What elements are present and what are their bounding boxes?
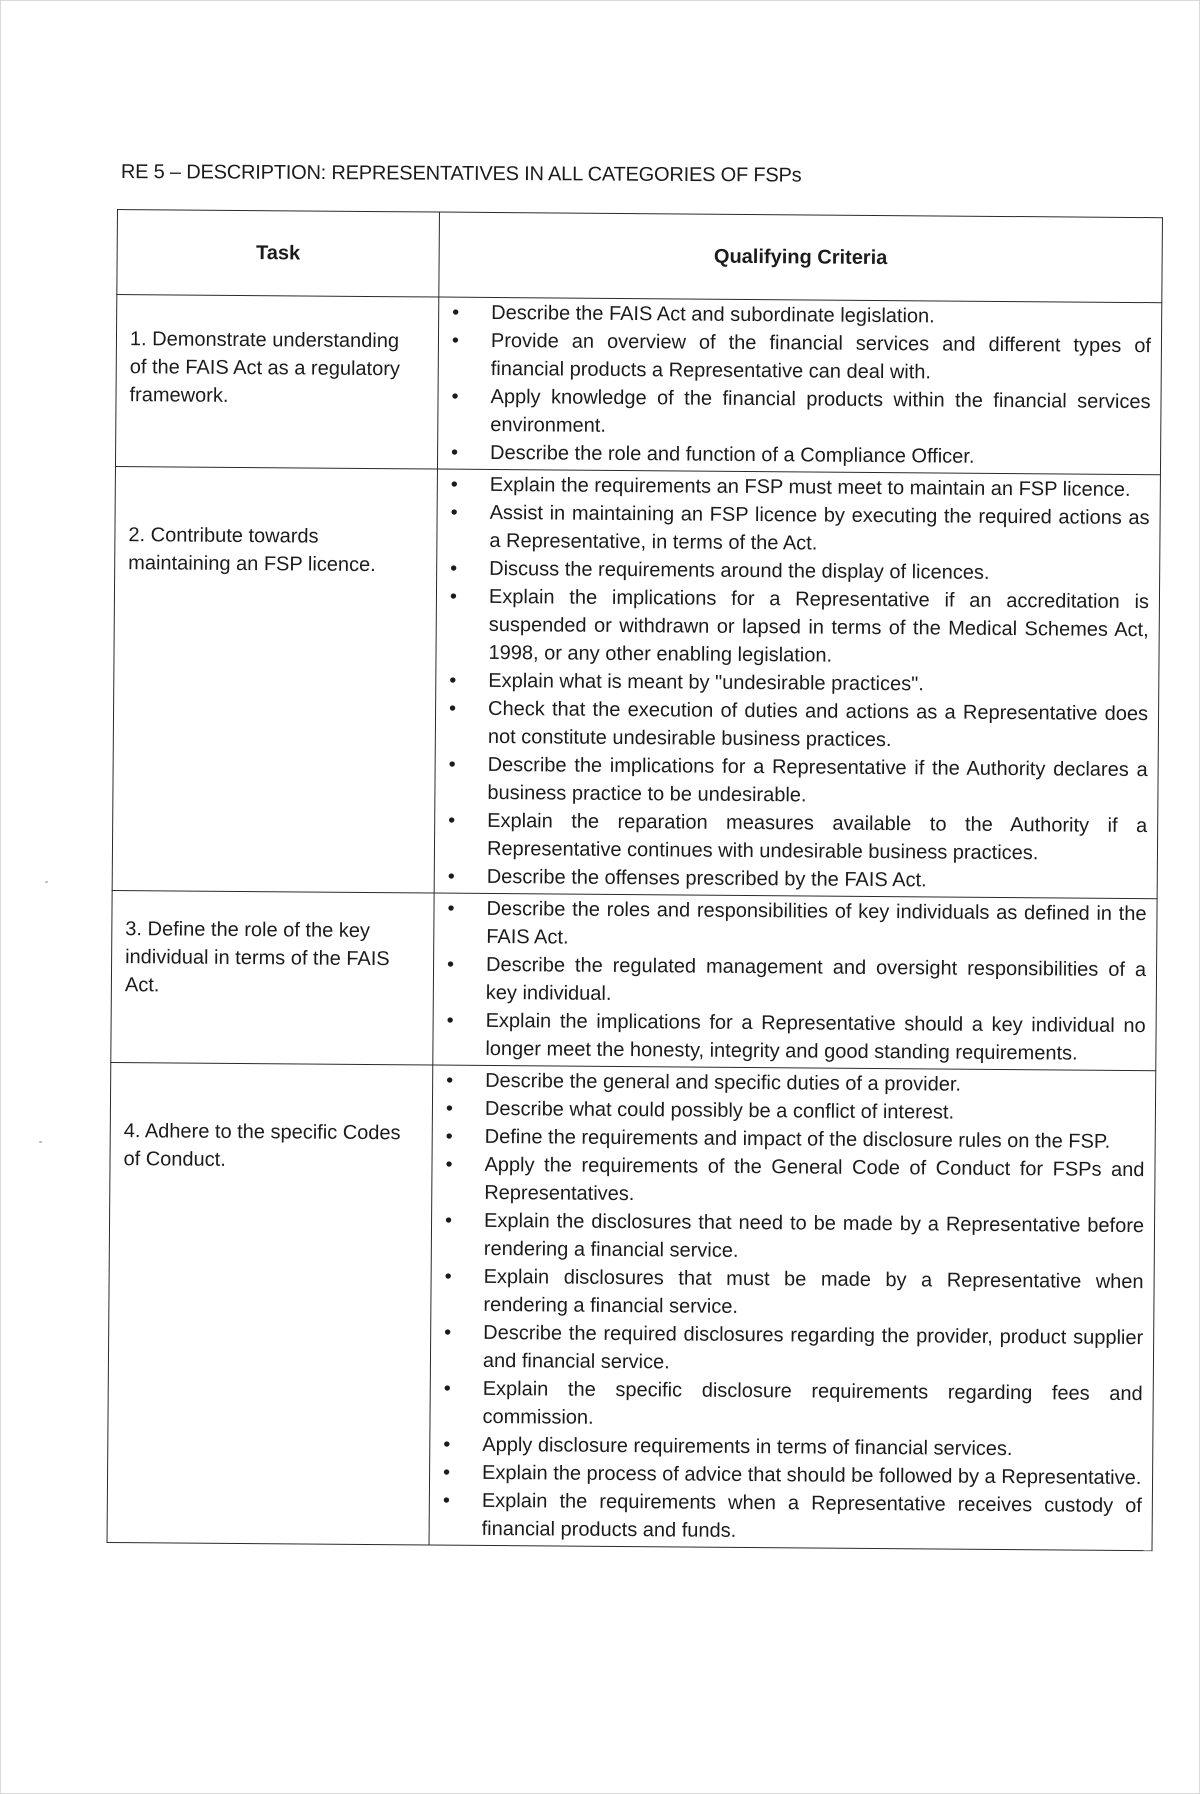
criterion-text: Describe the FAIS Act and subordinate legislation. [491,301,935,328]
list-item [431,1319,1143,1381]
bullet-icon: • [444,1265,452,1288]
table-row [115,295,1161,475]
criterion-text: Describe the required disclosures regarding the provider, product supplier and financial service. [482,1321,1144,1374]
bullet-icon: • [447,897,455,920]
criteria-list [438,298,1161,475]
criterion-text: Describe the regulated management and oversight responsibilities of a key individual. [485,953,1147,1005]
criteria-table [107,209,1163,1551]
list-item [439,327,1151,389]
scan-speck [45,881,48,883]
bullet-icon: • [452,301,460,324]
criterion-text: Apply disclosure requirements in terms of financial services. [482,1433,1013,1461]
criterion-text: Explain the implications for a Representative if an accreditation is suspended or withdrawn or lapsed in terms of the Medical Schemes Act, 1998, or any other enabling legislation. [488,585,1150,667]
bullet-icon: • [448,753,456,776]
bullet-icon: • [445,1097,454,1120]
list-item [436,583,1149,673]
bullet-icon: • [442,1461,451,1484]
task-cell: 4. Adhere to the specific Codes of Conduct. [107,1062,433,1545]
bullet-icon: • [443,1433,451,1456]
task-cell: 2. Contribute towards maintaining an FSP licence. [112,466,437,893]
criterion-text: Describe the role and function of a Compliance Officer. [490,441,975,468]
list-item [435,751,1147,813]
bullet-icon: • [451,329,460,352]
criterion-text: Describe the roles and responsibilities of key individuals as defined in the FAIS Act. [486,897,1147,949]
criteria-cell [433,893,1157,1071]
bullet-icon: • [443,1377,451,1400]
bullet-icon: • [445,1125,453,1148]
list-item [430,1375,1142,1437]
bullet-icon: • [446,953,455,976]
criterion-text: Apply the requirements of the General Code of Conduct for FSPs and Representatives. [484,1153,1145,1206]
list-item [435,807,1147,869]
task-cell: 3. Define the role of the key individual in terms of the FAIS Act. [111,890,434,1065]
criterion-text: Explain the reparation measures available to the Authority if a Representative continues with undesirable business practices. [486,809,1148,865]
bullet-icon: • [449,585,458,608]
table-body [107,295,1162,1551]
list-item [436,695,1148,757]
criterion-text: Define the requirements and impact of the disclosure rules on the FSP. [484,1125,1111,1153]
criterion-text: Assist in maintaining an FSP licence by executing the required actions as a Representative, in terms of the Act. [489,501,1150,555]
criterion-text: Explain the implications for a Representative should a key individual no longer meet the honesty, integrity and good standing requirements. [485,1009,1146,1065]
bullet-icon: • [442,1489,450,1512]
table-row [107,1062,1156,1550]
list-item [438,383,1150,445]
list-item [431,1263,1143,1325]
bullet-icon: • [446,1009,454,1032]
bullet-icon: • [446,1069,454,1092]
bullet-icon: • [450,473,458,496]
list-item [430,1486,1142,1548]
criteria-cell [434,469,1160,899]
bullet-icon: • [444,1209,453,1232]
bullet-icon: • [450,501,458,524]
criterion-text: Discuss the requirements around the display of licences. [489,557,990,584]
list-item [435,863,1147,897]
bullet-icon: • [448,697,457,720]
criteria-list [435,470,1160,899]
criterion-text: Describe the general and specific duties of a provider. [485,1069,962,1096]
criteria-list [433,894,1156,1071]
scan-speck [39,1141,42,1143]
criterion-text: Explain disclosures that must be made by a Representative when rendering a financial service. [483,1265,1144,1318]
document-title: RE 5 – DESCRIPTION: REPRESENTATIVES IN ALL CATEGORIES OF FSPs [120,161,802,187]
criteria-list [430,1066,1156,1551]
criterion-text: Explain the disclosures that need to be made by a Representative before rendering a financial service. [483,1209,1145,1262]
criterion-text: Explain the process of advice that should be followed by a Representative. [481,1461,1142,1490]
bullet-icon: • [451,441,459,464]
bullet-icon: • [451,385,459,408]
task-column-header: Task [117,210,440,298]
bullet-icon: • [450,557,458,580]
list-item [432,1207,1144,1269]
bullet-icon: • [448,809,456,832]
list-item [434,951,1146,1013]
criterion-text: Describe what could possibly be a conflict of interest. [484,1097,955,1124]
criteria-column-header: Qualifying Criteria [439,212,1163,303]
criterion-text: Explain the requirements an FSP must meet to maintain an FSP licence. [489,473,1131,501]
criterion-text: Explain what is meant by "undesirable practices". [488,669,924,696]
criterion-text: Check that the execution of duties and actions as a Representative does not constitute undesirable business practices. [487,697,1149,752]
criterion-text: Explain the requirements when a Representative receives custody of financial products and funds. [481,1489,1142,1542]
criterion-text: Describe the offenses prescribed by the FAIS Act. [486,865,927,892]
criteria-cell [429,1065,1156,1551]
bullet-icon: • [449,669,457,692]
task-cell: 1. Demonstrate understanding of the FAIS Act as a regulatory framework. [115,295,438,470]
criterion-text: Apply knowledge of the financial products within the financial services environment. [490,385,1151,437]
criterion-text: Explain the specific disclosure requirements regarding fees and commission. [482,1377,1143,1429]
bullet-icon: • [445,1153,453,1176]
table-row [112,466,1160,898]
table-header-row [117,210,1163,303]
list-item [434,895,1146,957]
list-item [432,1151,1144,1213]
criterion-text: Provide an overview of the financial services and different types of financial products a Representative can deal with. [490,329,1152,384]
bullet-icon: • [444,1321,452,1344]
list-item [437,499,1149,561]
criteria-cell [437,297,1161,475]
criterion-text: Describe the implications for a Representative if the Authority declares a business practice to be undesirable. [487,753,1148,807]
table-row [111,890,1157,1070]
bullet-icon: • [447,865,455,888]
list-item [433,1007,1145,1069]
list-item [438,439,1150,473]
